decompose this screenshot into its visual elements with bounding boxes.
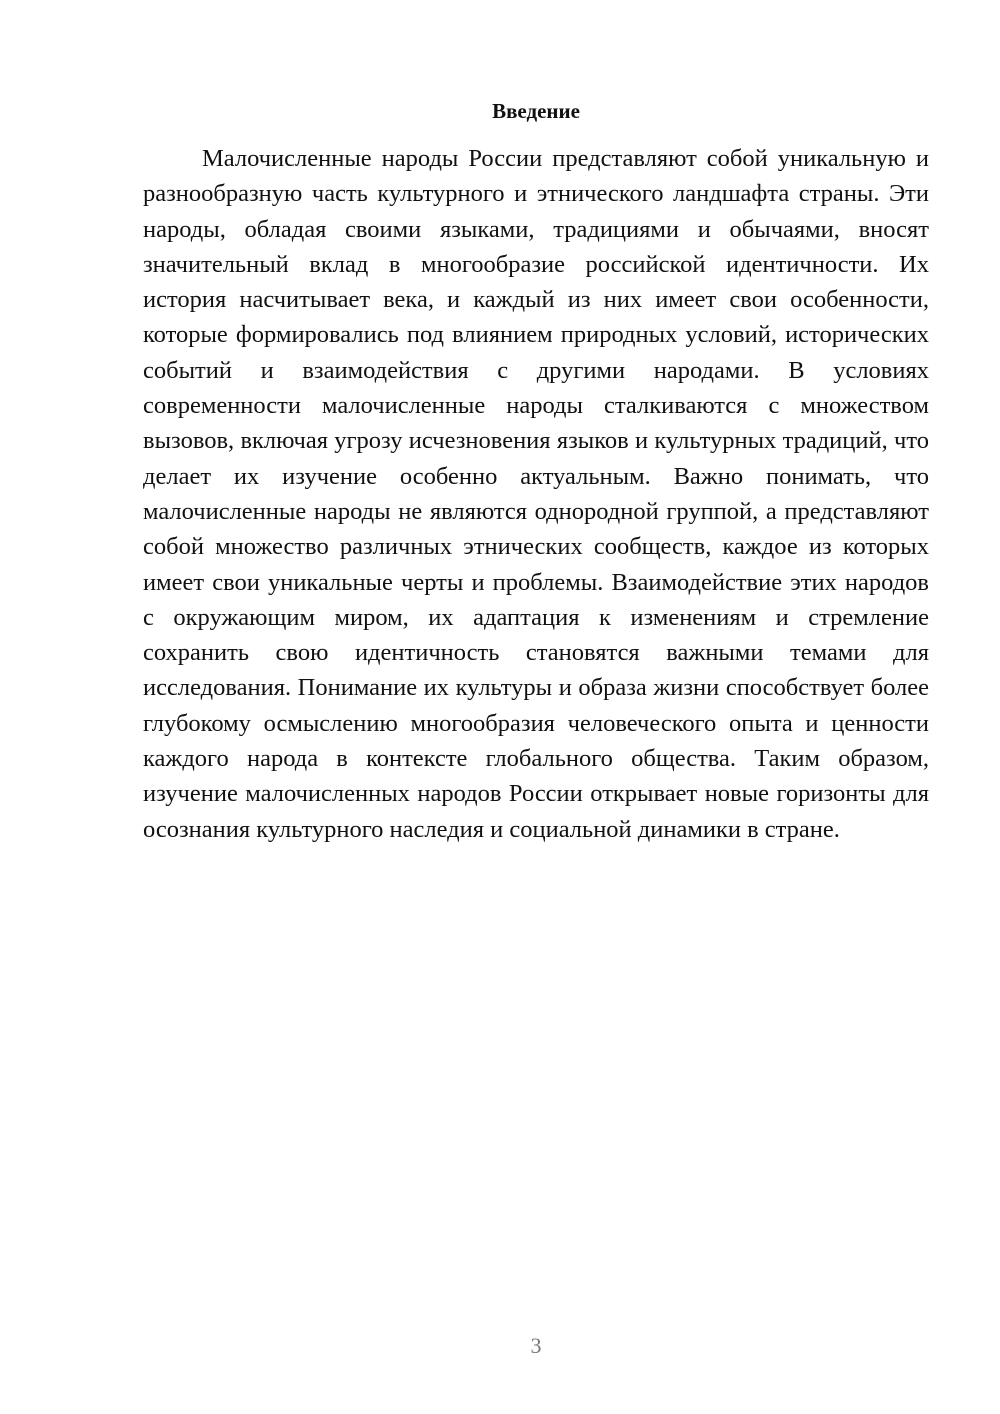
body-paragraph: Малочисленные народы России представляют собой уникальную и разнообразную часть культурного и этнического ландшафта страны. Эти народы, обладая своими языками, традициями и обычаями, вносят значительный вклад в многообразие российской идентичности. Их история насчитывает века, и каждый из них имеет свои особенности, которые формировались под влиянием природных условий, исторических событий и взаимодействия с другими народами. В условиях современности малочисленные народы сталкиваются с множеством вызовов, включая угрозу исчезновения языков и культурных традиций, что делает их изучение особенно актуальным. Важно понимать, что малочисленные народы не являются однородной группой, а представляют собой множество различных этнических сообществ, каждое из которых имеет свои уникальные черты и проблемы. Взаимодействие этих народов с окружающим миром, их адаптация к изменениям и стремление сохранить свою идентичность становятся важными темами для исследования. Понимание их культуры и образа жизни способствует более глубокому осмыслению многообразия человеческого опыта и ценности каждого народа в контексте глобального общества. Таким образом, изучение малочисленных народов России открывает новые горизонты для осознания культурного наследия и социальной динамики в стране. [143, 145, 929, 843]
page-number: 3 [530, 1333, 542, 1358]
section-heading: Введение [492, 99, 580, 123]
